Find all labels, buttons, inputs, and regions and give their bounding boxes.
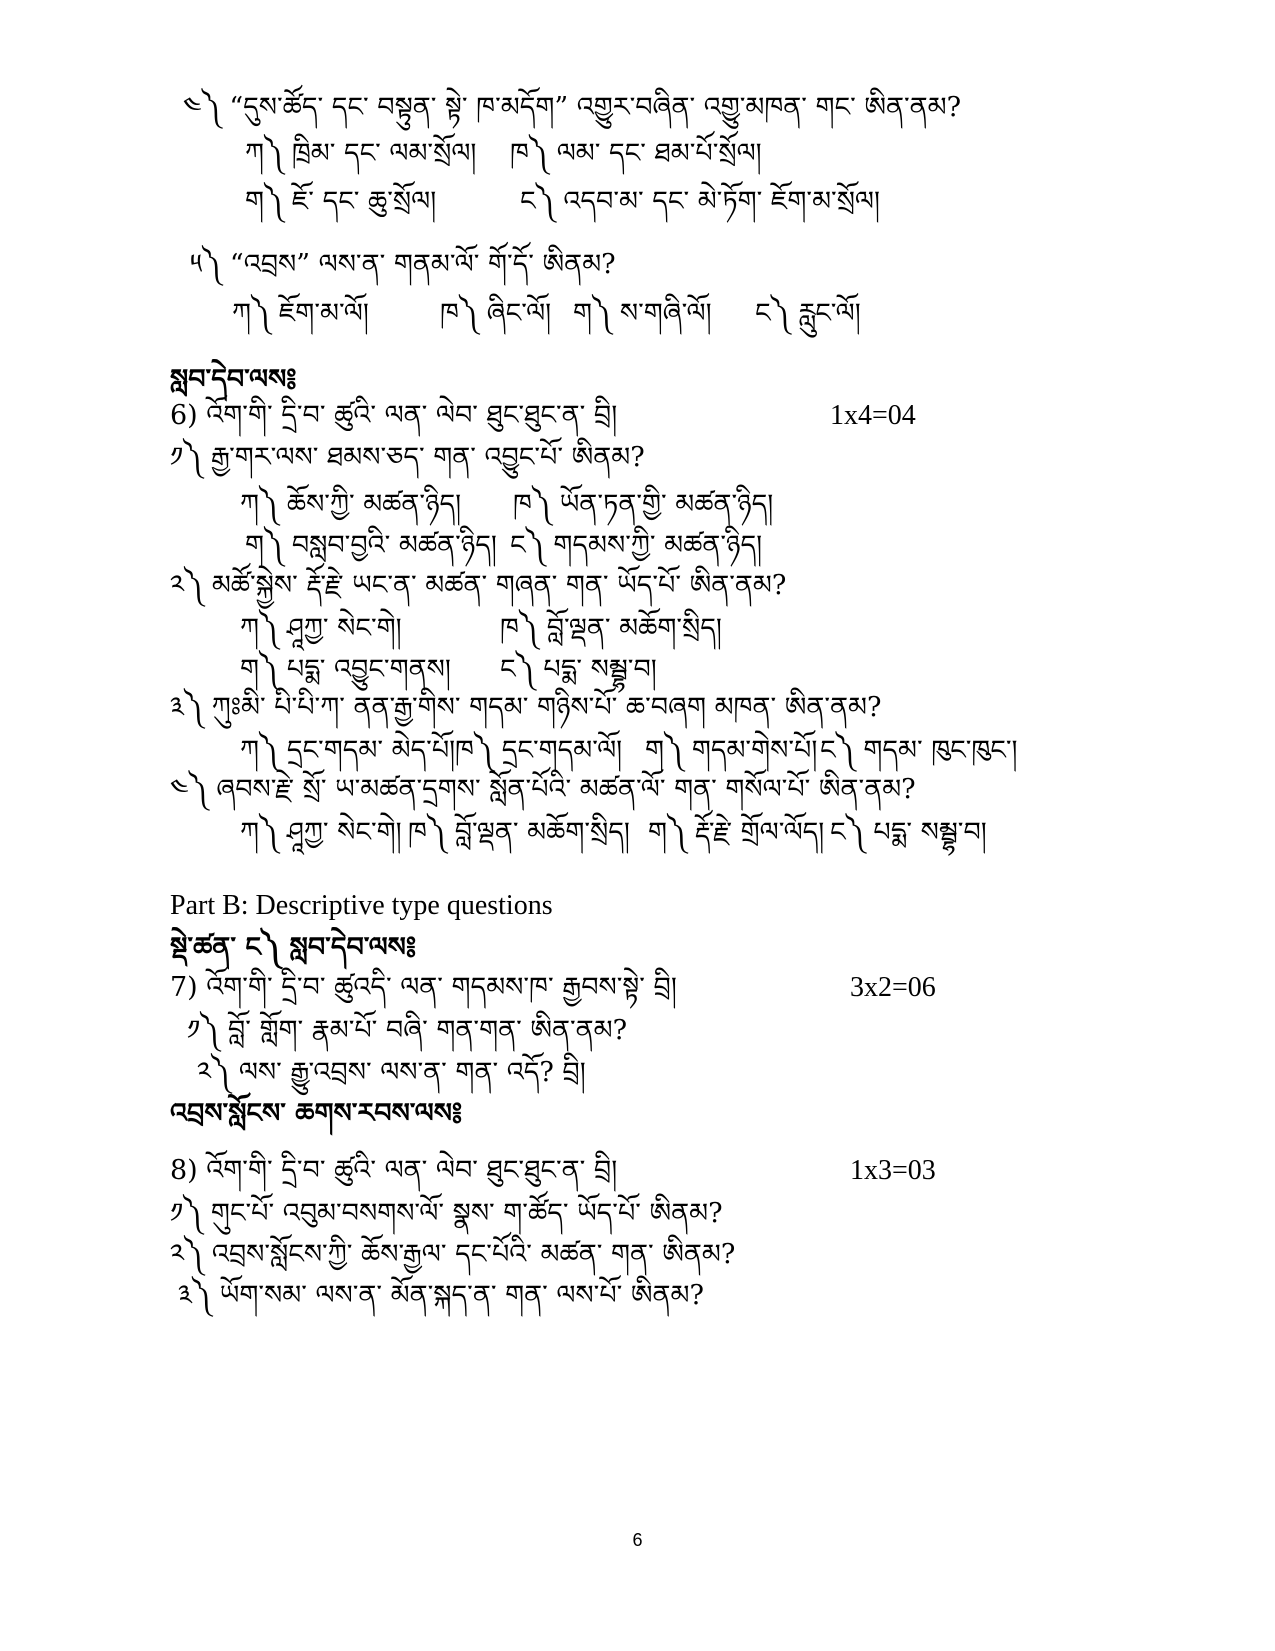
q6-item-3: ༣༽ ཀུཿམི་ པི་པི་ཀ་ ནན་རྒྱ་གིས་ གདམ་ གཉིས་པོ་ ཆ་བཞག མཁན་ ཨིན་ནམ? xyxy=(170,692,882,723)
q6-item-1-option-kha: ཁ༽ ཡོན་ཏན་གྱི་ མཚན་ཉིད། xyxy=(513,489,774,520)
q6-item-4-option-nga: ང༽ པདྨ་ སམྦྷ་བ། xyxy=(830,817,987,848)
question-4: ༤༽ “དུས་ཚོད་ དང་ བསྟུན་ སྟེ་ ཁ་མདོག” འགྱུར་བཞིན་ འགྱུ་མཁན་ གང་ ཨིན་ནམ? xyxy=(183,92,962,123)
part-b-heading: Part B: Descriptive type questions xyxy=(170,890,553,921)
q6-item-3-option-ga: ག༽ གདམ་གེས་པོ། xyxy=(645,735,818,766)
q4-option-ka: ཀ༽ ཁྲིམ་ དང་ ལམ་སྲོལ། xyxy=(245,138,477,169)
question-7-marks: 3x2=06 xyxy=(850,972,936,1003)
q6-item-3-option-kha: ཁ༽ དྲང་གདམ་ལོ། xyxy=(455,735,623,766)
q5-option-ga: ག༽ ས་གཞི་ལོ། xyxy=(573,298,712,329)
question-6-marks: 1x4=04 xyxy=(830,400,916,431)
q5-option-nga: ང༽ རླུང་ལོ། xyxy=(755,298,861,329)
q8-item-2: ༢༽ འབྲས་སློངས་ཀྱི་ ཆོས་རྒྱལ་ དང་པོའི་ མཚན་ གན་ ཨིནམ? xyxy=(170,1239,736,1270)
q8-item-3: ༣༽ ཡོག་སམ་ ལས་ན་ མོན་སྐད་ན་ གན་ ལས་པོ་ ཨིནམ? xyxy=(178,1280,704,1311)
q6-item-2-option-kha: ཁ༽ བློ་ལྡན་ མཆོག་སྲིད། xyxy=(500,613,722,644)
q4-option-nga: ང༽ འདབ་མ་ དང་ མེ་ཏོག་ ཇོག་མ་སྲོལ། xyxy=(520,186,880,217)
page-number: 6 xyxy=(632,1530,643,1550)
q6-item-1-option-ga: ག༽ བསླབ་བྱའི་ མཚན་ཉིད། xyxy=(245,530,497,561)
q7-item-2: ༢༽ ལས་ རྒྱུ་འབྲས་ ལས་ན་ གན་ འདོ? བྲི། xyxy=(197,1057,586,1088)
section-heading-history: འབྲས་སློངས་ ཆགས་རབས་ལས༔ xyxy=(170,1098,463,1129)
q6-item-3-option-ka: ཀ༽ དྲང་གདམ་ མེད་པོ། xyxy=(240,735,456,766)
q6-item-4-option-ka: ཀ༽ ཤཱཀྱ་ སེང་གེ། xyxy=(240,817,402,848)
q6-item-2: ༢༽ མཚོ་སྐྱེས་ རྡོ་རྗེ་ ཡང་ན་ མཚན་ གཞན་ གན་ ཡོད་པོ་ ཨིན་ནམ? xyxy=(170,570,787,601)
q5-option-ka: ཀ༽ ཇོག་མ་ལོ། xyxy=(232,298,369,329)
q6-item-4-option-ga: ག༽ རྡོ་རྗེ་ གྲོལ་ལོད། xyxy=(648,817,825,848)
q6-item-2-option-ga: ག༽ པདྨ་ འབྱུང་གནས། xyxy=(240,654,451,685)
q4-option-ga: ག༽ ཇོ་ དང་ ཆུ་སྲོལ། xyxy=(245,186,437,217)
question-8-marks: 1x3=03 xyxy=(850,1155,936,1186)
q7-item-1: ༡༽ བློ་ གློག་ རྣམ་པོ་ བཞི་ གན་གན་ ཨིན་ནམ? xyxy=(187,1015,628,1046)
q6-item-2-option-nga: ང༽ པདྨ་ སམྦྷ་བ། xyxy=(500,654,657,685)
section-heading-textbook: སླབ་དེབ་ལས༔ xyxy=(170,364,297,395)
question-7-title: 7) འོག་གི་ དྲི་བ་ ཚུའདི་ ལན་ གདམས་ཁ་ རྒྱབས་སྟེ་ བྲི། xyxy=(170,972,677,1003)
q5-option-kha: ཁ༽ ཞིང་ལོ། xyxy=(440,298,552,329)
q6-item-4-option-kha: ཁ༽ བློ་ལྡན་ མཆོག་སྲིད། xyxy=(408,817,630,848)
q4-option-kha: ཁ༽ ལམ་ དང་ ཐམ་པོ་སྲོལ། xyxy=(510,138,762,169)
question-8-title: 8) འོག་གི་ དྲི་བ་ ཚུའི་ ལན་ ལེབ་ ཐུང་ཐུང་ན་ བྲི། xyxy=(170,1155,618,1186)
q6-item-1: ༡༽ རྒྱ་གར་ལས་ ཐམས་ཅད་ གན་ འབྱུང་པོ་ ཨིནམ? xyxy=(170,442,645,473)
q6-item-1-option-nga: ང༽ གདམས་ཀྱི་ མཚན་ཉིད། xyxy=(510,530,763,561)
question-6-title: 6) འོག་གི་ དྲི་བ་ ཚུའི་ ལན་ ལེབ་ ཐུང་ཐུང་ན་ བྲི། xyxy=(170,400,618,431)
q6-item-4: ༤༽ ཞབས་རྗེ་ སྲོ་ ཡ་མཚན་དྲགས་ སློན་པོའི་ མཚན་ལོ་ གན་ གསོལ་པོ་ ཨིན་ནམ? xyxy=(170,774,916,805)
part-b-sub-heading: སྡེ་ཚན་ ང༽ སླབ་དེབ་ལས༔ xyxy=(170,932,417,963)
q6-item-3-option-nga: ང༽ གདམ་ ཁུང་ཁུང་། xyxy=(820,735,1018,766)
q8-item-1: ༡༽ གུང་པོ་ འབུམ་བསགས་ལོ་ སྣས་ ག་ཚོད་ ཡོད་པོ་ ཨིནམ? xyxy=(170,1198,723,1229)
question-5: ༥༽ “འབྲས” ལས་ན་ གནམ་ལོ་ གོ་དོ་ ཨིནམ? xyxy=(190,249,616,280)
q6-item-1-option-ka: ཀ༽ ཆོས་ཀྱི་ མཚན་ཉིད། xyxy=(240,489,462,520)
q6-item-2-option-ka: ཀ༽ ཤཱཀྱ་ སེང་གེ། xyxy=(240,613,402,644)
